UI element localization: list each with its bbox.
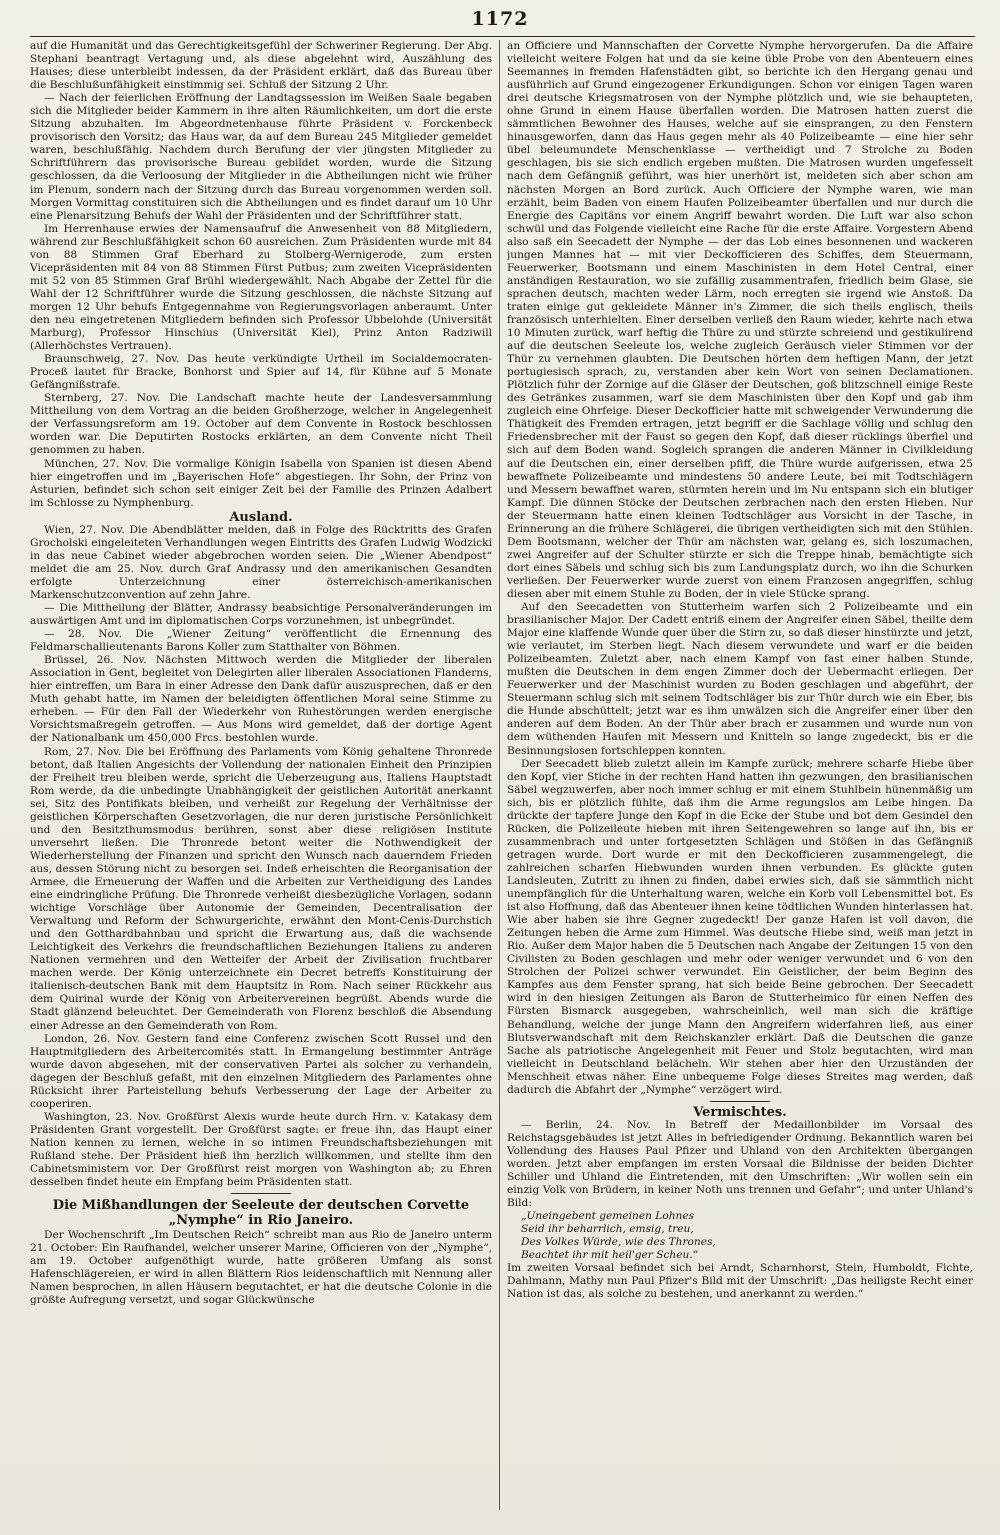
- paragraph-seecadett: Der Seecadett blieb zuletzt allein im Kampfe zurück; mehrere scharfe Hiebe über den Kopf, vier Stiche in der rechten Hand hatten ihn gezwungen, den brasilianischen Säbel wegzuwerfen, aber noch immer schlug er mit einem Stuhlbein hünenmäßig um sich, bis er plötzlich fühlte, daß ihm die Arme regungslos am Leibe hingen. Da drückte der tapfere Junge den Kopf in die Ecke der Stube und bot dem Gesindel den Rücken, die Polizeileute hieben mit ihren Seitengewehren so lange auf ihn, bis er zusammenbrach und unter fortgesetzten Schlägen und Stößen in das Gefängniß getragen wurde. Dort wurde er mit den Deckofficieren zusammengelegt, die zahlreichen scharfen Hiebwunden wurden ihnen verbunden. Es glückte guten Landsleuten, Zutritt zu ihnen zu finden, dabei erwies sich, daß sie sämmtlich nicht unempfänglich für die Unterhaltung waren, welche ein Korb voll Lebensmittel bot. Es ist also Hoffnung, daß das Abenteuer ihnen keine tödtlichen Wunden hinterlassen hat. Wie aber haben sie ihre Gegner zugedeckt! Der ganze Hafen ist voll davon, die Zeitungen heben die Arme zum Himmel. Was deutsche Hiebe sind, weiß man jetzt in Rio. Außer dem Major haben die 5 Deutschen nach Angabe der Zeitungen 15 von den Civilisten zu Boden geschlagen und mehr oder weniger verwundet und 6 von den Strolchen der Polizei schwer verwundet. Ein Geistlicher, der beim Beginn des Kampfes aus dem Fenster sprang, hat sich beide Beine gebrochen. Der Seecadett wird in den hiesigen Zeitungen als Baron de Stutterheimico für einen Neffen des Fürsten Bismarck ausgegeben, wahrscheinlich, weil man sich die kräftige Behandlung, welche der junge Mann den Angreifern widerfahren ließ, aus einer Blutsverwandschaft mit dem Reichskanzler erklärt. Daß die Deutschen die ganze Sache als patriotische Angelegenheit mit Feuer und Stolz begutachten, wird man vielleicht in Deutschland belächeln. Wir stehen aber hier den Urzuständen der Menschheit etwas näher. Eine unbequeme Folge dieses Streites mag werden, daß dadurch die Abfahrt der „Nymphe“ verzögert wird.: [507, 757, 973, 1096]
- section-heading-ausland: Ausland.: [229, 509, 293, 525]
- paragraph-berlin-medaillons: — Berlin, 24. Nov. In Betreff der Medaillonbilder im Vorsaal des Reichstagsgebäudes ist jetzt Alles in befriedigender Ordnung. Bekanntlich waren bei Vollendung des Hauses Paul Pfizer und Uhland von den Architekten übergangen worden. Jetzt aber empfangen im ersten Vorsaal die Bildnisse der beiden Dichter Schiller und Uhland die Eintretenden, mit den Umschriften: „Wir wollen sein ein einzig Volk von Brüdern, in keiner Noth uns trennen und Gefahr“; und unter Uhland's Bild:: [507, 1118, 973, 1210]
- article-title-nymphe: Die Mißhandlungen der Seeleute der deutschen Corvette „Nymphe“ in Rio Janeiro.: [52, 1198, 470, 1229]
- article-separator: [710, 1101, 770, 1102]
- page-number: 1172: [471, 8, 529, 30]
- verse-line: Beachtet ihr mit heil'ger Scheu.“: [521, 1249, 699, 1262]
- paragraph-washington: Washington, 23. Nov. Großfürst Alexis wurde heute durch Hrn. v. Katakasy dem Präsidenten Grant vorgestellt. Der Großfürst sagte: er freue ihn, das Haupt einer Nation kennen zu lernen, welche in so intimen Freundschaftsbeziehungen mit Rußland stehe. Der Präsident hieß ihn herzlich willkommen, und stellte ihm den Cabinetsministern vor. Der Großfürst reist morgen von Washington ab; zu Ehren desselben findet heute ein Empfang beim Präsidenten statt.: [30, 1110, 492, 1189]
- article-separator: [231, 1193, 291, 1194]
- right-column: [507, 40, 973, 1520]
- paragraph-wien-andrassy: — Die Mittheilung der Blätter, Andrassy beabsichtige Personalveränderungen im auswärtigen Amt und im diplomatischen Corps vorzunehmen, ist unbegründet.: [30, 602, 492, 628]
- paragraph-herrenhaus: Im Herrenhause erwies der Namensaufruf die Anwesenheit von 88 Mitgliedern, während zur Beschlußfähigkeit schon 60 ausreichen. Zum Präsidenten wurde mit 84 von 88 Stimmen Graf Eberhard zu Stolberg-Wernigerode, zum ersten Vicepräsidenten mit 84 von 88 Stimmen Fürst Putbus; zum zweiten Vicepräsidenten mit 52 von 85 Stimmen Graf Brühl wiedergewählt. Nach Abgabe der Zettel für die Wahl der 12 Schriftführer wurde die Sitzung geschlossen, die nächste Sitzung auf morgen 12 Uhr behufs Entgegennahme von Regierungsvorlagen anberaumt. Unter den neu eingetretenen Mitgliedern befinden sich Professor Ubbelohde (Universität Marburg), Professor Hinschius (Universität Kiel), Prinz Anton Radziwill (Allerhöchstes Vertrauen).: [30, 222, 492, 353]
- paragraph-wien: Wien, 27. Nov. Die Abendblätter melden, daß in Folge des Rücktritts des Grafen Grocholski eingeleiteten Verhandlungen wegen Eintritts des Grafen Ludwig Wodzicki in das neue Cabinet wieder abgebrochen worden seien. Die „Wiener Abendpost“ meldet die am 25. Nov. durch Graf Andrassy und den amerikanischen Gesandten erfolgte Unterzeichnung einer österreichisch-amerikanischen Markenschutzconvention auf zehn Jahre.: [30, 523, 492, 601]
- column-divider: [499, 40, 500, 1510]
- verse-line: Des Volkes Würde, wie des Thrones,: [521, 1236, 716, 1249]
- paragraph-zweiter-vorsaal: Im zweiten Vorsaal befindet sich bei Arndt, Scharnhorst, Stein, Humboldt, Fichte, Dahlmann, Mathy nun Paul Pfizer's Bild mit der Umschrift: „Das heiligste Recht einer Nation ist das, als solche zu bestehen, und anerkannt zu werden.“: [507, 1262, 973, 1301]
- section-heading-vermischtes: Vermischtes.: [693, 1104, 787, 1120]
- paragraph-rom: Rom, 27. Nov. Die bei Eröffnung des Parlaments vom König gehaltene Thronrede betont, daß Italien Angesichts der Vollendung der nationalen Einheit den Prinzipien der Freiheit treu bleiben werde, spricht die Ueberzeugung aus, Italiens Hauptstadt Rom werde, da die unbedingte Unabhängigkeit der geistlichen Autorität anerkannt sei, Sitz des Pontifikats bleiben, und verheißt zur Regelung der Verhältnisse der geistlichen Körperschaften Gesetzvorlagen, die nur deren juristische Persönlichkeit und den Besitzthumsmodus berühren, sonst aber diese religiösen Institute unversehrt ließen. Die Thronrede betont weiter die Nothwendigkeit der Wiederherstellung der Finanzen und spricht den Wunsch nach dauerndem Frieden aus, dessen Störung nicht zu besorgen sei. Indeß erheischten die Reorganisation der Armee, die Erneuerung der Waffen und die Arbeiten zur Vertheidigung des Landes eine eindringliche Prüfung. Die Thronrede verheißt diesbezügliche Vorlagen, sodann wichtige Vorschläge über Autonomie der Gemeinden, Decentralisation der Verwaltung und Reform der Schwurgerichte, erwähnt den Mont-Cenis-Durchstich und den Gotthardbahnbau und spricht die Erwartung aus, daß die wachsende Leichtigkeit des Verkehrs die freundschaftlichen Beziehungen Italiens zu anderen Nationen vermehren und den Wetteifer der Arbeit der Zivilisation fruchtbarer machen werde. Der König unterzeichnete ein Decret betreffs Konstituirung der italienisch-deutschen Bank mit dem Hauptsitz in Rom. Nach seiner Rückkehr aus dem Quirinal wurde der König von Arbeitervereinen begrüßt. Abends wurde die Stadt glänzend beleuchtet. Der Gemeinderath von Florenz beschloß die Absendung einer Adresse an den Gemeinderath von Rom.: [30, 745, 492, 1032]
- paragraph-stutterheim: Auf den Seecadetten von Stutterheim warfen sich 2 Polizeibeamte und ein brasilianischer Major. Der Cadett entriß einem der Angreifer einen Säbel, theilte dem Major eine klaffende Wunde quer über die Stirn zu, so daß dieser hinstürzte und jetzt, wie verlautet, im Sterben liegt. Nach diesem verwundete und warf er die beiden Polizeibeamten. Zuletzt aber, nach einem Kampf von fast einer halben Stunde, mußten die Deutschen in dem engen Zimmer doch der Uebermacht erliegen. Der Feuerwerker und der Maschinist wurden zu Boden geschlagen und abgeführt, der Steuermann schlug sich mit seinem Todtschläger bis zur Thür durch wie ein Eber, bis die Hunde abschüttelt; jetzt war es ihm unwälzen sich die Angreifer einer über den anderen auf dem Boden. An der Thür aber brach er zusammen und wurde nun von dem wüthenden Haufen mit Messern und Knitteln so lange zugedeckt, bis er die Besinnungslosen fortschleppen konnten.: [507, 601, 973, 757]
- paragraph-wien-koller: — 28. Nov. Die „Wiener Zeitung“ veröffentlicht die Ernennung des Feldmarschallieutenants Barons Koller zum Statthalter von Böhmen.: [30, 628, 492, 654]
- paragraph-schwerin-session: auf die Humanität und das Gerechtigkeitsgefühl der Schweriner Regierung. Der Abg. Stephani beantragt Vertagung und, als diese abgelehnt wird, Auszählung des Hauses; diese unterbleibt indessen, da der Präsident erklärt, daß das Bureau über die Beschlußunfähigkeit einstimmig sei. Schluß der Sitzung 2 Uhr.: [30, 40, 492, 92]
- header-rule: [30, 36, 975, 37]
- paragraph-landtag-opening: — Nach der feierlichen Eröffnung der Landtagssession im Weißen Saale begaben sich die Mitglieder beider Kammern in ihre alten Räumlichkeiten, um dort die erste Sitzung abzuhalten. Im Abgeordnetenhause führte Präsident v. Forckenbeck provisorisch den Vorsitz; das Haus war, da auf dem Bureau 245 Mitglieder gemeldet waren, beschlußfähig. Nachdem durch Berufung der vier jüngsten Mitglieder zu Schriftführern das provisorische Bureau gebildet worden, wurde die Sitzung geschlossen, da die Verloosung der Mitglieder in die Abtheilungen nicht wie früher im Plenum, sondern nach der Sitzung durch das Bureau vorgenommen werden soll. Morgen Vormittag constituiren sich die Abtheilungen und es findet darauf um 10 Uhr eine Plenarsitzung Behufs der Wahl der Präsidenten und der Schriftführer statt.: [30, 92, 492, 222]
- paragraph-muenchen: München, 27. Nov. Die vormalige Königin Isabella von Spanien ist diesen Abend hier eingetroffen und im „Bayerischen Hofe“ abgestiegen. Ihr Sohn, der Prinz von Asturien, befindet sich schon seit einiger Zeit bei der Familie des Prinzen Adalbert im Schlosse zu Nymphenburg.: [30, 457, 492, 509]
- verse-line: Seid ihr beharrlich, emsig, treu,: [521, 1223, 694, 1236]
- paragraph-nymphe-continued: an Officiere und Mannschaften der Corvette Nymphe hervorgerufen. Da die Affaire vielleicht weitere Folgen hat und da sie keine üble Probe von den Abenteuern eines Seemannes in fremden Hafenstädten gibt, so berichte ich den Hergang genau und ausführlich auf Grund eingezogener Erkundigungen. Schon vor einigen Tagen waren drei deutsche Kriegsmatrosen von der Nymphe plötzlich und, wie sie behaupteten, ohne Grund in einem Hause überfallen worden. Die Matrosen hatten zuerst die sämmtlichen Bewohner des Hauses, welche auf sie einsprangen, zu den Fenstern hinausgeworfen, dann das Haus gegen mehr als 40 Polizeibeamte — eine hier sehr übel beleumundete Menschenklasse — vertheidigt und 7 Strolche zu Boden geschlagen, bis sie sich endlich ergeben mußten. Die Matrosen wurden ungefesselt nach dem Gefängniß geführt, was hier unerhört ist, meldeten sich aber schon am nächsten Morgen an Bord zurück. Auch Officiere der Nymphe waren, wie man erzählt, beim Baden von einem Haufen Polizeibeamter überfallen und nur durch die Energie des Capitäns vor einem Angriff bewahrt worden. Die Luft war also schon schwül und das Folgende vielleicht eine Rache für die erste Affaire. Vorgestern Abend also saß ein Seecadett der Nymphe — der das Lob eines besonnenen und wackeren jungen Mannes hat — mit vier Deckofficieren des Schiffes, dem Steuermann, Feuerwerker, Bootsmann und einem Maschinisten in dem Hotel Central, einer anständigen Restauration, wo sie zufällig zusammentrafen, friedlich beim Glase, sie sprachen deutsch, machten weder Lärm, noch erregten sie irgend wie Anstoß. Da traten einige gut gekleidete Männer in's Zimmer, die sich theils englisch, theils französisch unterhielten. Einer derselben verließ den Raum wieder, kehrte nach etwa 10 Minuten zurück, warf heftig die Thüre zu und stürzte schreiend und gestikulirend auf die deutschen Seeleute los, welche zugleich Geräusch vieler Stimmen vor der Thür zu vernehmen glaubten. Die Deutschen hörten dem heftigen Mann, der jetzt portugiesisch sprach, zu, verstanden aber kein Wort von seinen Declamationen. Plötzlich fuhr der Zornige auf die Gläser der Deutschen, goß blitzschnell einige Reste des Getränkes zusammen, warf sie dem Maschinisten über den Kopf und gab ihm zugleich eine Ohrfeige. Dieser Deckofficier hatte mit schweigender Verwunderung die Thätigkeit des Fremden ertragen, jetzt begriff er die Sachlage völlig und schlug den Friedensbrecher mit der Faust so gegen den Kopf, daß dieser rücklings überfiel und sich auf dem Boden wand. Sogleich sprangen die anderen Männer in Civilkleidung auf die Deutschen ein, einer derselben pfiff, die Thüre wurde aufgerissen, etwa 25 bewaffnete Polizeibeamte und mindestens 50 andere Leute, bei mit Todtschlägern und Messern bewaffnet waren, stürmten herein und im Nu entspann sich ein blutiger Kampf. Die dünnen Stöcke der Deutschen zerbrachen nach den ersten Hieben. Nur der Steuermann hatte einen kleinen Todtschläger aus Vorsicht in der Tasche, in Erinnerung an die frühere Schlägerei, die übrigen vertheidigten sich mit den Stühlen. Dem Bootsmann, welcher der Thür am nächsten war, gelang es, sich loszumachen, zwei Angreifer auf der Schulter stürzte er sich die Treppe hinab, bemächtigte sich dort eines Säbels und schlug sich bis zum Landungsplatz durch, wo ihn die Schurken verließen. Der Feuerwerker wurde zuerst von einem Franzosen angegriffen, schlug diesen aber mit einem Stuhle zu Boden, der in viele Stücke sprang.: [507, 40, 973, 600]
- paragraph-bruessel: Brüssel, 26. Nov. Nächsten Mittwoch werden die Mitglieder der liberalen Association in Gent, begleitet von Delegirten aller liberalen Associationen Flanderns, hier eintreffen, um Bara in einer Adresse den Dank dafür auszusprechen, daß er den Muth gehabt hatte, im Namen der beleidigten öffentlichen Moral seine Stimme zu erheben. — Für den Fall der Wiederkehr von Ruhestörungen werden energische Vorsichtsmaßregeln getroffen. — Aus Mons wird gemeldet, daß der dortige Agent der Nationalbank um 450,000 Frcs. bestohlen wurde.: [30, 654, 492, 745]
- paragraph-braunschweig: Braunschweig, 27. Nov. Das heute verkündigte Urtheil im Socialdemocraten-Proceß lautet für Bracke, Bonhorst und Spier auf 14, für Kühne auf 5 Monate Gefängnißstrafe.: [30, 353, 492, 392]
- verse-line: „Uneingebent gemeinen Lohnes: [521, 1210, 695, 1223]
- left-column: [30, 40, 492, 1520]
- paragraph-london: London, 26. Nov. Gestern fand eine Conferenz zwischen Scott Russel und den Hauptmitgliedern des Arbeitercomités statt. In Ermangelung bestimmter Anträge wurde davon abgesehen, mit der conservativen Partei als solcher zu verhandeln, dagegen der Beschluß gefaßt, mit den einzelnen Mitgliedern des Parlamentes ohne Rücksicht ihrer Parteistellung behufs Verbesserung der Lage der Arbeiter zu cooperiren.: [30, 1032, 492, 1110]
- paragraph-sternberg: Sternberg, 27. Nov. Die Landschaft machte heute der Landesversammlung Mittheilung von dem Vortrag an die beiden Großherzoge, welcher in Angelegenheit der Verfassungsreform am 19. October auf dem Convente in Rostock beschlossen worden war. Die Deputirten Rostocks erklärten, an dem Convente nicht Theil genommen zu haben.: [30, 392, 492, 457]
- paragraph-nymphe-intro: Der Wochenschrift „Im Deutschen Reich“ schreibt man aus Rio de Janeiro unterm 21. October: Ein Raufhandel, welcher unserer Marine, Officieren von der „Nymphe“, am 19. October aufgenöthigt wurde, hatte größeren Umfang als sonst Hafenschlägereien, er wird in allen Blättern Rios leidenschaftlich mit Nennung aller Namen besprochen, in allen Häusern begutachtet, er hat die deutsche Colonie in die größte Aufregung versetzt, und sogar Glückwünsche: [30, 1229, 492, 1307]
